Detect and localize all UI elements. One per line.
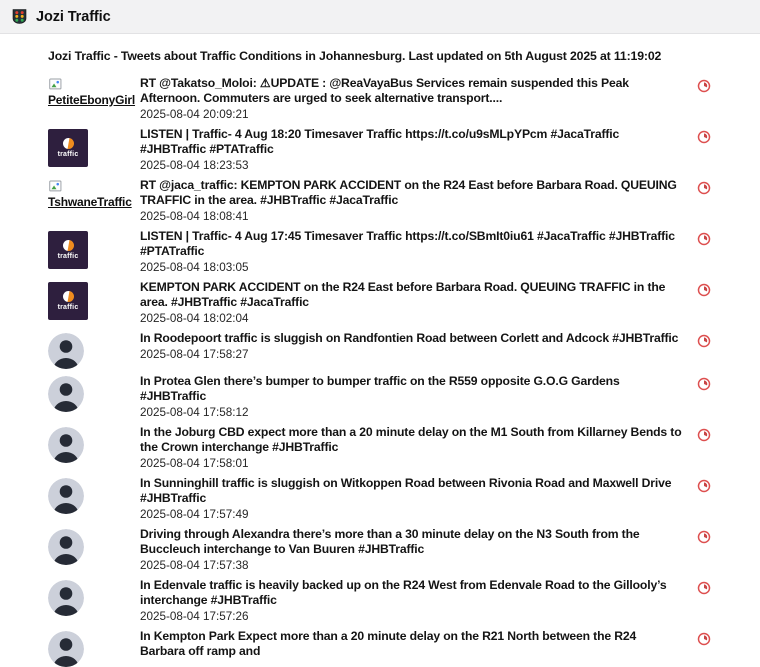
titlebar xyxy=(0,0,760,34)
person-icon[interactable] xyxy=(48,631,84,667)
logo-label: traffic xyxy=(57,253,79,260)
person-icon[interactable] xyxy=(48,376,84,412)
logo-label: traffic xyxy=(57,304,79,311)
tweet-avatar[interactable] xyxy=(48,527,140,565)
tweet-row xyxy=(48,578,712,624)
logo-circle-icon xyxy=(63,291,74,302)
tweet-timestamp: 2025-08-04 20:09:21 xyxy=(140,108,249,121)
clock-icon xyxy=(697,578,712,600)
tweet-row xyxy=(48,629,712,667)
logo-label: traffic xyxy=(57,151,79,158)
tweet-text: In Roodepoort traffic is sluggish on Randfontien Road between Corlett and Adcock #JHBTraffic xyxy=(140,331,679,345)
traffic-light-icon xyxy=(11,8,28,25)
tweet-avatar[interactable] xyxy=(48,374,140,412)
tweet-list xyxy=(0,76,760,667)
tweet-avatar[interactable] xyxy=(48,76,140,109)
clock-icon xyxy=(697,127,712,149)
status-line: Jozi Traffic - Tweets about Traffic Conditions in Johannesburg. Last updated on 5th August 2025 at 11:19:02 xyxy=(48,49,662,63)
clock-icon xyxy=(697,629,712,651)
tweet-timestamp: 2025-08-04 18:23:53 xyxy=(140,159,249,172)
clock-icon xyxy=(697,476,712,498)
clock-icon xyxy=(697,76,712,98)
tweet-timestamp: 2025-08-04 18:02:04 xyxy=(140,312,249,325)
tweet-avatar[interactable] xyxy=(48,476,140,514)
tweet-avatar[interactable] xyxy=(48,578,140,616)
tweet-timestamp: 2025-08-04 17:57:49 xyxy=(140,508,249,521)
clock-icon xyxy=(697,178,712,200)
tweet-row xyxy=(48,280,712,326)
tweet-row xyxy=(48,374,712,420)
tweet-text: RT @jaca_traffic: KEMPTON PARK ACCIDENT on the R24 East before Barbara Road. QUEUING TRAFFIC in the area. #JHBTraffic #JacaTraffic xyxy=(140,178,677,207)
person-icon[interactable] xyxy=(48,580,84,616)
tweet-avatar[interactable] xyxy=(48,229,140,269)
tweet-timestamp: 2025-08-04 17:57:38 xyxy=(140,559,249,572)
tweet-text: In Kempton Park Expect more than a 20 minute delay on the R21 North between the R24 Barbara off ramp and xyxy=(140,629,637,658)
broken-image-icon xyxy=(49,78,62,90)
tweet-text: In the Joburg CBD expect more than a 20 minute delay on the M1 South from Killarney Bends to the Crown interchange #JHBTraffic xyxy=(140,425,682,454)
tweet-text: In Protea Glen there’s bumper to bumper traffic on the R559 opposite G.O.G Gardens #JHBTraffic xyxy=(140,374,620,403)
tweet-timestamp: 2025-08-04 17:57:26 xyxy=(140,610,249,623)
tweet-row xyxy=(48,331,712,369)
logo-circle-icon xyxy=(63,138,74,149)
tweet-row xyxy=(48,76,712,122)
tweet-avatar[interactable] xyxy=(48,280,140,320)
traffic-logo-avatar[interactable] xyxy=(48,282,88,320)
tweet-text: In Edenvale traffic is heavily backed up on the R24 West from Edenvale Road to the Gillooly’s interchange #JHBTraffic xyxy=(140,578,667,607)
person-icon[interactable] xyxy=(48,478,84,514)
tweet-row xyxy=(48,476,712,522)
clock-icon xyxy=(697,331,712,353)
page-title: Jozi Traffic xyxy=(36,8,111,25)
logo-circle-icon xyxy=(63,240,74,251)
tweet-row xyxy=(48,178,712,224)
tweet-avatar[interactable] xyxy=(48,629,140,667)
tweet-avatar[interactable] xyxy=(48,331,140,369)
avatar-username-link[interactable]: TshwaneTraffic xyxy=(48,195,132,209)
traffic-logo-avatar[interactable] xyxy=(48,129,88,167)
tweet-timestamp: 2025-08-04 18:03:05 xyxy=(140,261,249,274)
person-icon[interactable] xyxy=(48,427,84,463)
tweet-avatar[interactable] xyxy=(48,178,140,211)
clock-icon xyxy=(697,229,712,251)
tweet-text: In Sunninghill traffic is sluggish on Witkoppen Road between Rivonia Road and Maxwell Drive #JHBTraffic xyxy=(140,476,672,505)
tweet-row xyxy=(48,527,712,573)
person-icon[interactable] xyxy=(48,529,84,565)
broken-image-icon xyxy=(49,180,62,192)
tweet-row xyxy=(48,425,712,471)
tweet-text: LISTEN | Traffic- 4 Aug 18:20 Timesaver Traffic https://t.co/u9sMLpYPcm #JacaTraffic #JHBTraffic #PTATraffic xyxy=(140,127,620,156)
tweet-row xyxy=(48,229,712,275)
avatar-username-link[interactable]: PetiteEbonyGirl xyxy=(48,93,136,107)
tweet-text: Driving through Alexandra there’s more than a 30 minute delay on the N3 South from the Buccleuch interchange to Van Buuren #JHBTraffic xyxy=(140,527,640,556)
tweet-row xyxy=(48,127,712,173)
clock-icon xyxy=(697,425,712,447)
tweet-text: RT @Takatso_Moloi: ⚠UPDATE : @ReaVayaBus Services remain suspended this Peak Afternoon. Commuters are urged to seek alternative transport.... xyxy=(140,76,629,105)
tweet-avatar[interactable] xyxy=(48,127,140,167)
clock-icon xyxy=(697,527,712,549)
tweet-text: LISTEN | Traffic- 4 Aug 17:45 Timesaver Traffic https://t.co/SBmIt0iu61 #JacaTraffic #JHBTraffic #PTATraffic xyxy=(140,229,675,258)
tweet-timestamp: 2025-08-04 17:58:01 xyxy=(140,457,249,470)
tweet-avatar[interactable] xyxy=(48,425,140,463)
clock-icon xyxy=(697,374,712,396)
clock-icon xyxy=(697,280,712,302)
tweet-timestamp: 2025-08-04 17:58:12 xyxy=(140,406,249,419)
tweet-text: KEMPTON PARK ACCIDENT on the R24 East before Barbara Road. QUEUING TRAFFIC in the area. #JHBTraffic #JacaTraffic xyxy=(140,280,666,309)
tweet-timestamp: 2025-08-04 18:08:41 xyxy=(140,210,249,223)
traffic-logo-avatar[interactable] xyxy=(48,231,88,269)
person-icon[interactable] xyxy=(48,333,84,369)
tweet-timestamp: 2025-08-04 17:58:27 xyxy=(140,348,249,361)
